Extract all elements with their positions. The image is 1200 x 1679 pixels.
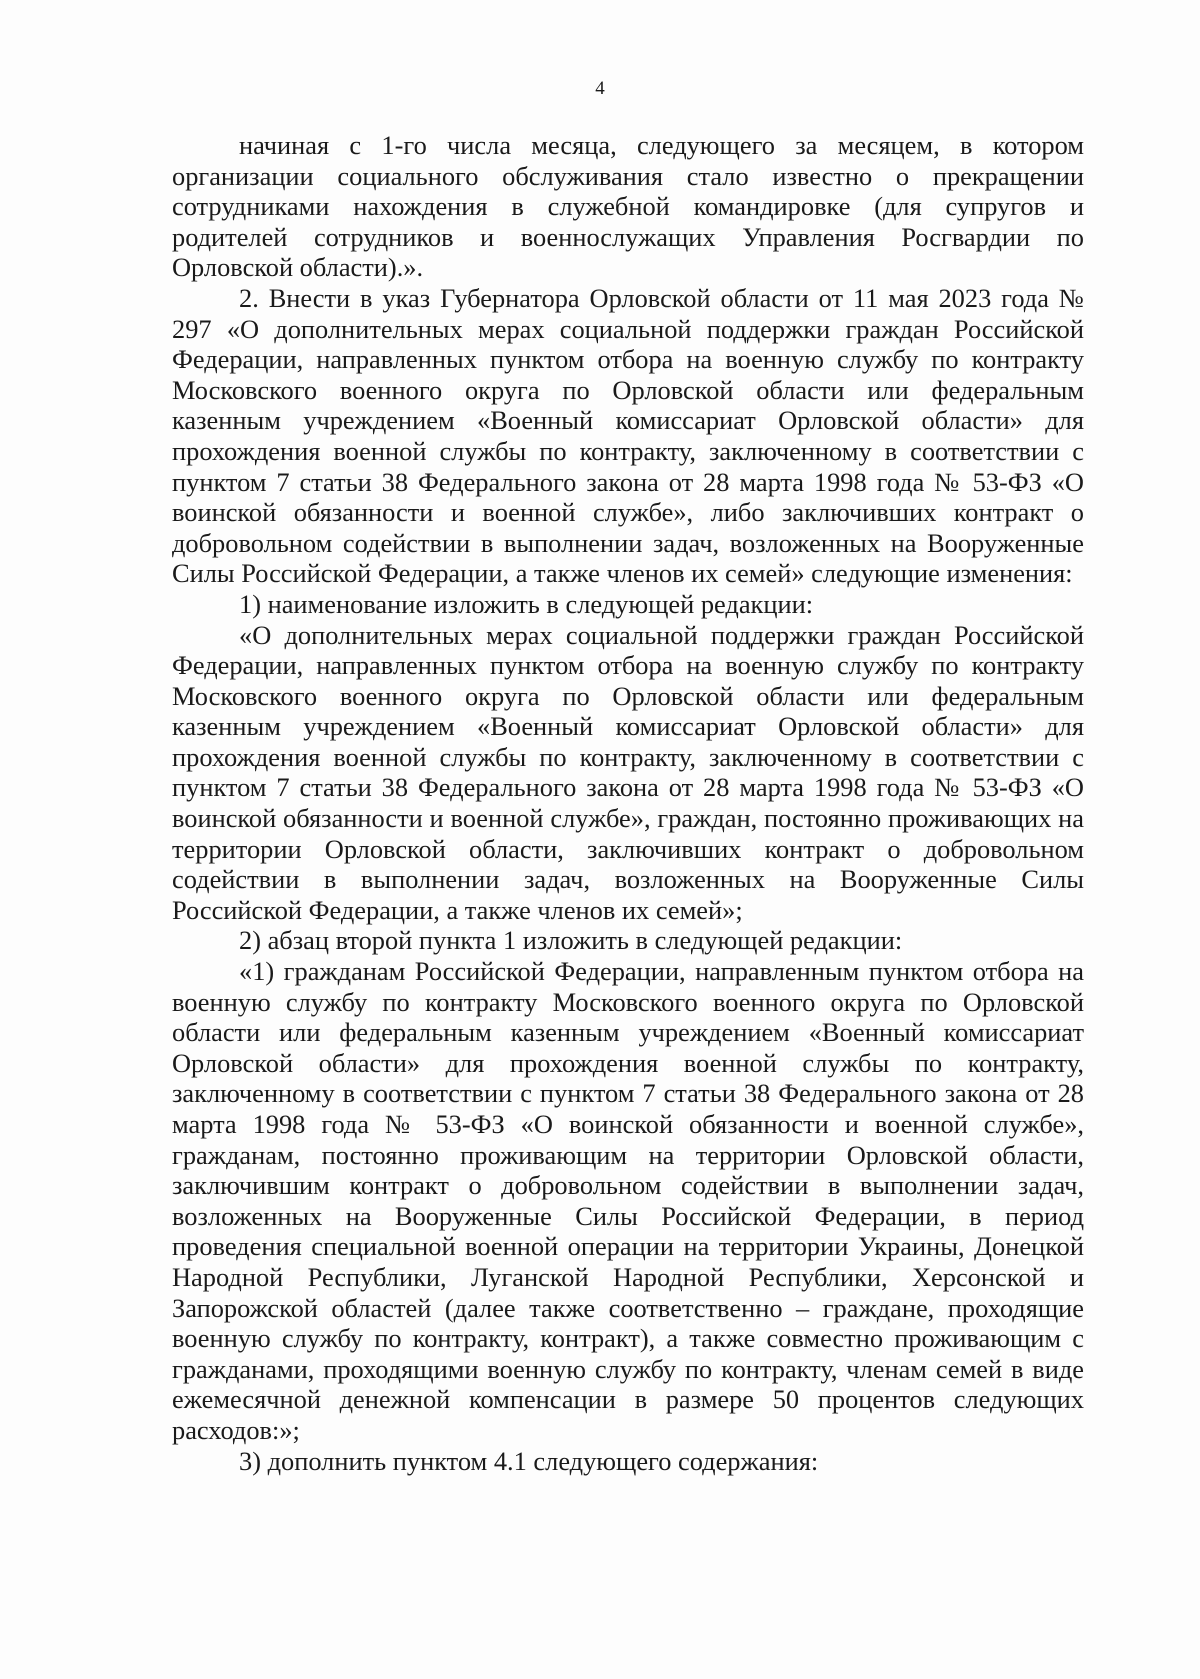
paragraph-subitem-1: 1) наименование изложить в следующей редакции: [239,588,814,619]
page-number: 4 [595,78,605,99]
paragraph-quoted-clause: «1) гражданам Российской Федерации, направленным пунктом отбора на военную службу по контракту Московского военного округа по Орловской области или федеральным казенным учреждением «Военный комиссариат Орловской области» для прохождения военной службы по контракту, заключенному в соответствии с пунктом 7 статьи 38 Федерального закона от 28 марта 1998 года № 53-ФЗ «О воинской обязанности и военной службе», гражданам, постоянно проживающим на территории Орловской области, заключившим контракт о добровольном содействии в выполнении задач, возложенных на Вооруженные Силы Российской Федерации, в период проведения специальной военной операции на территории Украины, Донецкой Народной Республики, Луганской Народной Республики, Херсонской и Запорожской областей (далее также соответственно – граждане, проходящие военную службу по контракту, контракт), а также совместно проживающим с гражданами, проходящими военную службу по контракту, членам семей в виде ежемесячной денежной компенсации в размере 50 процентов следующих расходов:»; [172,956,1084,1445]
paragraph-continuation: начиная с 1-го числа месяца, следующего за месяцем, в котором организации социального обслуживания стало известно о прекращении сотрудниками нахождения в служебной командировке (для супругов и родителей сотрудников и военнослужащих Управления Росгвардии по Орловской области).». [172,130,1084,283]
paragraph-subitem-2: 2) абзац второй пункта 1 изложить в следующей редакции: [239,925,903,956]
paragraph-subitem-3: 3) дополнить пунктом 4.1 следующего содержания: [239,1445,819,1476]
document-body [172,130,1084,1476]
paragraph-item-2: 2. Внести в указ Губернатора Орловской области от 11 мая 2023 года № 297 «О дополнительных мерах социальной поддержки граждан Российской Федерации, направленных пунктом отбора на военную службу по контракту Московского военного округа по Орловской области или федеральным казенным учреждением «Военный комиссариат Орловской области» для прохождения военной службы по контракту, заключенному в соответствии с пунктом 7 статьи 38 Федерального закона от 28 марта 1998 года № 53-ФЗ «О воинской обязанности и военной службе», либо заключивших контракт о добровольном содействии в выполнении задач, возложенных на Вооруженные Силы Российской Федерации, а также членов их семей» следующие изменения: [172,282,1084,589]
paragraph-quoted-title: «О дополнительных мерах социальной поддержки граждан Российской Федерации, направленных пунктом отбора на военную службу по контракту Московского военного округа по Орловской области или федеральным казенным учреждением «Военный комиссариат Орловской области» для прохождения военной службы по контракту, заключенному в соответствии с пунктом 7 статьи 38 Федерального закона от 28 марта 1998 года № 53-ФЗ «О воинской обязанности и военной службе», граждан, постоянно проживающих на территории Орловской области, заключивших контракт о добровольном содействии в выполнении задач, возложенных на Вооруженные Силы Российской Федерации, а также членов их семей»; [172,619,1084,925]
